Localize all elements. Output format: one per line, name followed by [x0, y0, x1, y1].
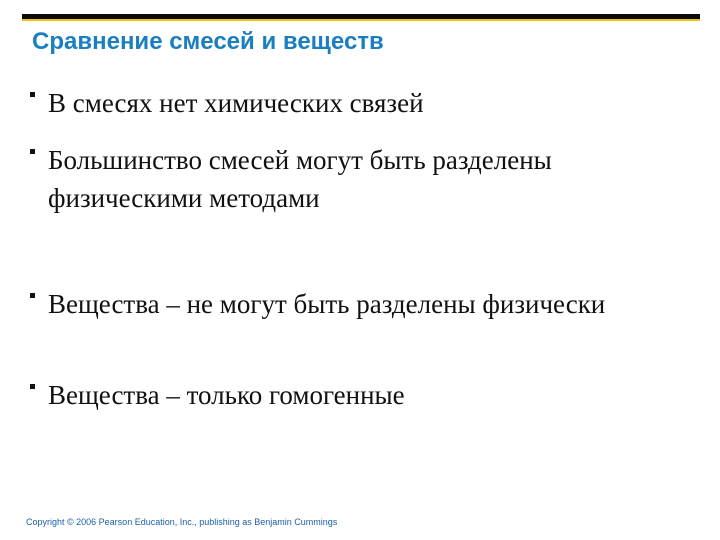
- top-rule-accent: [22, 19, 700, 21]
- bullet-item: [30, 285, 690, 323]
- bullet-item: [30, 141, 690, 217]
- copyright-footer: Copyright © 2006 Pearson Education, Inc., publishing as Benjamin Cummings: [26, 517, 338, 527]
- bullet-text: Большинство смесей могут быть разделены физическими методами: [48, 145, 552, 213]
- bullet-item: [30, 376, 690, 414]
- bullet-text: Вещества – только гомогенные: [48, 380, 405, 410]
- bullet-item: [30, 84, 690, 122]
- bullet-marker: [30, 92, 35, 97]
- bullet-marker: [30, 293, 35, 298]
- bullet-text: Вещества – не могут быть разделены физически: [48, 289, 606, 319]
- bullet-marker: [30, 149, 35, 154]
- bullet-text: В смесях нет химических связей: [48, 88, 424, 118]
- slide-title: Сравнение смесей и веществ: [32, 28, 384, 55]
- bullet-marker: [30, 384, 35, 389]
